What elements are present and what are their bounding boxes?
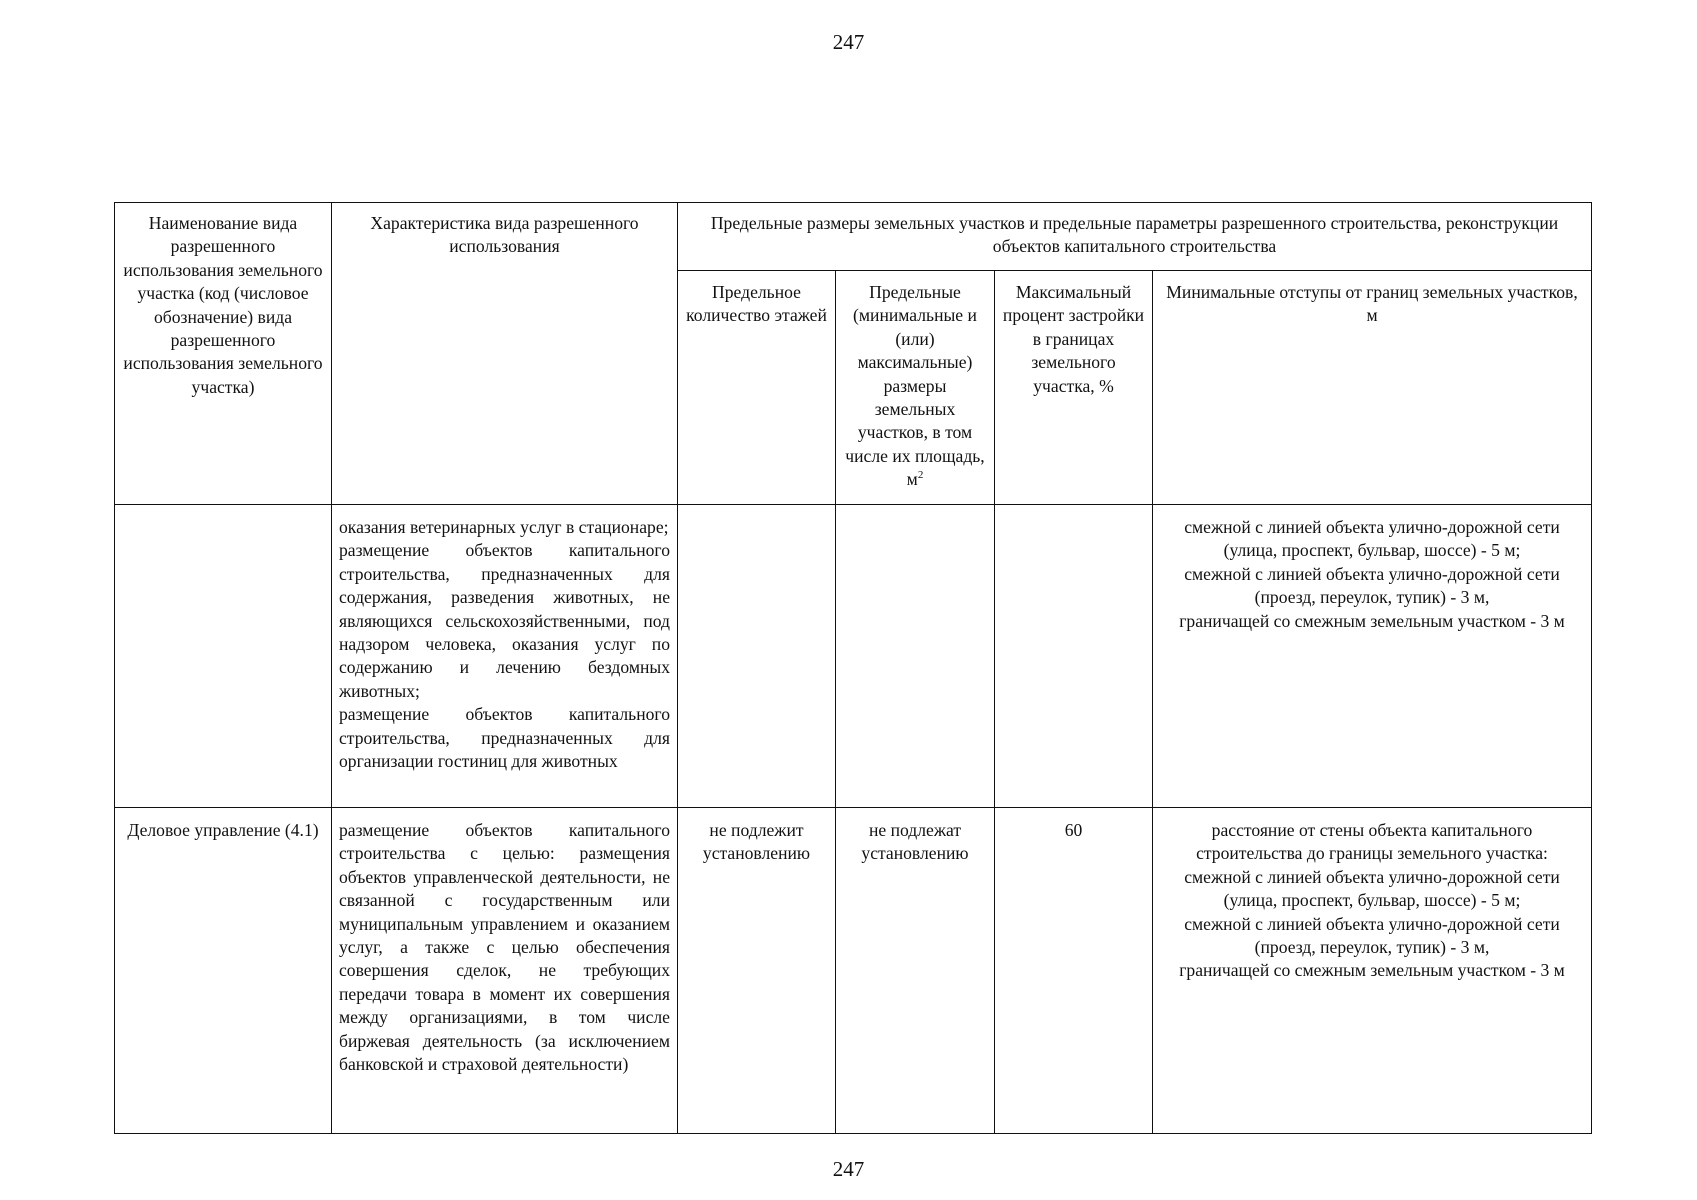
row2-setback-line: расстояние от стены объекта капитального строительства до границы земельного участка:: [1196, 820, 1548, 864]
header-plot-sizes-superscript: 2: [917, 469, 924, 482]
page-number-bottom: 247: [832, 1157, 865, 1181]
row1-setbacks: [1153, 505, 1592, 808]
header-use-name: Наименование вида разрешенного использования земельного участка (код (числовое обозначение) вида разрешенного использования земельного участка): [115, 203, 332, 505]
row1-floors: [678, 505, 836, 808]
row2-setback-line: граничащей со смежным земельным участком - 3 м: [1179, 960, 1565, 981]
row1-setback-line: граничащей со смежным земельным участком - 3 м: [1179, 610, 1565, 631]
header-use-characteristic: Характеристика вида разрешенного использования: [332, 203, 678, 505]
row1-setback-line: смежной с линией объекта улично-дорожной сети (проезд, переулок, тупик) - 3 м,: [1184, 563, 1560, 608]
row2-use-name: Деловое управление (4.1): [115, 808, 332, 1134]
row2-characteristic: [332, 808, 678, 1134]
header-max-percent: Максимальный процент застройки в границах земельного участка, %: [995, 271, 1153, 505]
row1-characteristic: [332, 505, 678, 808]
regulations-table: [114, 202, 1592, 1134]
page-number-top: 247: [832, 30, 865, 54]
table-header-row: [115, 203, 1592, 271]
row1-characteristic-line: размещение объектов капитального строительства, предназначенных для содержания, разведения животных, не являющихся сельскохозяйственными, под надзором человека, оказания услуг по содержанию и лечению бездомных животных;: [339, 540, 670, 701]
row2-characteristic-line: размещение объектов капитального строительства с целью: размещения объектов управленческой деятельности, не связанной с государственным или муниципальным управлением и оказанием услуг, а также с целью обеспечения совершения сделок, не требующих передачи товара в момент их совершения между организациями, в том числе биржевая деятельность (за исключением банковской и страховой деятельности): [339, 820, 670, 1075]
table-row: [115, 808, 1592, 1134]
row2-max-percent: 60: [995, 808, 1153, 1134]
row1-setback-line: смежной с линией объекта улично-дорожной сети (улица, проспект, бульвар, шоссе) - 5 м;: [1184, 517, 1560, 561]
row1-characteristic-line: размещение объектов капитального строительства, предназначенных для организации гостиниц для животных: [339, 704, 670, 772]
row1-max-percent: [995, 505, 1153, 808]
header-floors: Предельное количество этажей: [678, 271, 836, 505]
row2-floors: не подлежит установлению: [678, 808, 836, 1134]
row2-setback-line: смежной с линией объекта улично-дорожной сети (улица, проспект, бульвар, шоссе) - 5 м;: [1184, 866, 1560, 911]
header-limits-group: Предельные размеры земельных участков и предельные параметры разрешенного строительства, реконструкции объектов капитального строительства: [678, 203, 1592, 271]
row2-setbacks: [1153, 808, 1592, 1134]
row1-use-name: [115, 505, 332, 808]
row2-setback-line: смежной с линией объекта улично-дорожной сети (проезд, переулок, тупик) - 3 м,: [1184, 913, 1560, 958]
row2-plot-sizes: не подлежат установлению: [836, 808, 995, 1134]
row1-characteristic-line: оказания ветеринарных услуг в стационаре;: [339, 517, 669, 537]
header-plot-sizes-text: Предельные (минимальные и (или) максимальные) размеры земельных участков, в том числе их площадь, м: [845, 282, 985, 490]
table-row: [115, 505, 1592, 808]
row1-plot-sizes: [836, 505, 995, 808]
header-setbacks: Минимальные отступы от границ земельных участков, м: [1153, 271, 1592, 505]
header-plot-sizes: [836, 271, 995, 505]
